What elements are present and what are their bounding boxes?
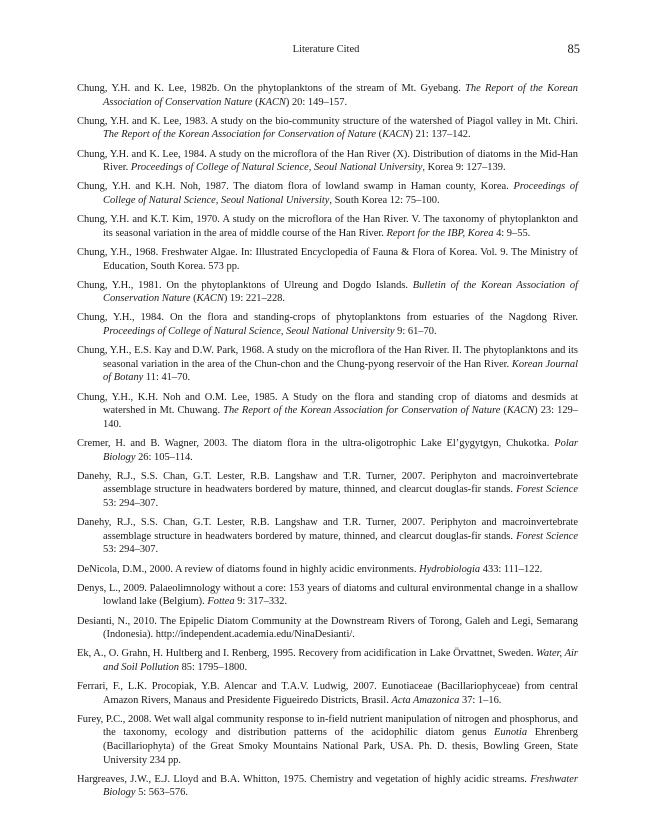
reference-text: Chung, Y.H. and K.T. Kim, 1970. A study on the microflora of the Han River. V. The taxonomy of phytoplankton and its seasonal variation in the area of middle course of the Han River. [77,214,578,239]
reference-text: Chung, Y.H., K.H. Noh and O.M. Lee, 1985. A Study on the flora and standing crop of diatoms and desmids at watershed in Mt. Chuwang. [77,391,578,417]
reference-text: Chung, Y.H. and K. Lee, 1982b. On the phytoplanktons of the stream of Mt. Gyebang. [77,83,466,94]
reference-entry [77,311,578,338]
reference-text: Chung, Y.H., 1968. Freshwater Algae. In: Illustrated Encyclopedia of Fauna & Flora of Korea. Vol. 9. The Ministry of Education, South Korea. 573 pp. [77,246,578,272]
reference-entry [77,246,578,273]
reference-entry [77,148,578,175]
reference-text: , South Korea 12: 75–100. [329,194,440,206]
reference-text: Danehy, R.J., S.S. Chan, G.T. Lester, R.B. Langshaw and T.R. Turner, 2007. Periphyton and macroinvertebrate assemblage structure in headwaters bordered by mature, thinned, and clearcut douglas-fir stands. [77,517,578,542]
reference-text: ) 21: 137–142. [409,129,471,141]
reference-entry [77,115,578,142]
reference-text: Ferrari, F., L.K. Procopiak, Y.B. Alencar and T.A.V. Ludwig, 2007. Eunotiaceae (Bacillariophyceae) from central Amazon Rivers, Manaus and Presidente Figueiredo Districts, Brasil. [77,681,578,706]
reference-entry [77,563,578,577]
reference-italic-text: Korean Journal of Botany [103,358,578,384]
reference-text: 26: 105–114. [135,451,193,463]
reference-entry [77,773,578,800]
reference-entry [77,437,578,464]
reference-italic-text: Polar Biology [103,438,578,463]
reference-text: 5: 563–576. [135,787,188,799]
reference-text: 433: 111–122. [480,563,543,575]
reference-text: Desianti, N., 2010. The Epipelic Diatom Community at the Downstream Rivers of Torong, Galeh and Legi, Semarang (Indonesia). http://independent.academia.edu/NinaDesianti/. [77,615,578,641]
reference-italic-text: The Report of the Korean Association for Conservation of Nature [103,129,377,141]
reference-text: Furey, P.C., 2008. Wet wall algal community response to in-field nutrient manipulation of nitrogen and phosphorus, and the taxonomy, ecology and distribution patterns of the acidophilic diatom genus [77,713,578,739]
reference-italic-text: KACN [196,293,224,305]
reference-entry [77,470,578,511]
reference-entry [77,615,578,642]
reference-entry [77,647,578,674]
reference-text: 11: 41–70. [143,372,191,384]
reference-italic-text: Hydrobiologia [419,563,481,575]
reference-italic-text: KACN [258,96,286,108]
reference-text: ( [376,129,383,141]
reference-italic-text: The Report of the Korean Association of Conservation Nature [103,83,578,108]
reference-text: 9: 61–70. [394,326,437,338]
reference-entry [77,582,578,609]
reference-text: , Korea 9: 127–139. [422,162,506,174]
reference-italic-text: Water, Air and Soil Pollution [103,648,578,673]
reference-italic-text: Forest Science [516,530,578,542]
reference-italic-text: Proceedings of College of Natural Science, Seoul National University [103,181,579,206]
reference-italic-text: KACN [506,405,535,417]
reference-text: 53: 294–307. [103,497,159,509]
reference-italic-text: The Report of the Korean Association for Conservation of Nature [223,405,501,417]
reference-text: Chung, Y.H., E.S. Kay and D.W. Park, 1968. A study on the microflora of the Han River. II. The phytoplanktons and its seasonal variation in the area of the Chun-chon and the Chung-pyong reservoir of the Han River. [77,345,578,370]
reference-text: Chung, Y.H., 1984. On the flora and standing-crops of phytoplanktons from estuaries of the Nagdong River. [77,312,578,324]
reference-entry [77,391,578,432]
reference-text: Chung, Y.H. and K. Lee, 1983. A study on the bio-community structure of the watershed of Piagol valley in Mt. Chiri. [77,115,578,127]
reference-italic-text: Proceedings of College of Natural Science, Seoul National University [130,162,423,174]
reference-entry [77,279,578,306]
reference-entry [77,213,578,240]
reference-text: ( [252,96,259,108]
reference-italic-text: Eunotia [494,727,528,739]
reference-list [77,82,578,806]
reference-text: Chung, Y.H. and K.H. Noh, 1987. The diatom flora of lowland swamp in Haman county, Korea. [77,181,514,193]
reference-text: DeNicola, D.M., 2000. A review of diatoms found in highly acidic environments. [77,563,420,575]
reference-text: Hargreaves, J.W., E.J. Lloyd and B.A. Whitton, 1975. Chemistry and vegetation of highly acidic streams. [77,773,531,785]
reference-text: Ehrenberg (Bacillariophyta) of the Great Smoky Mountains National Park, USA. Ph. D. thesis, Bowling Green, State University 234 pp. [103,727,578,766]
reference-text: Danehy, R.J., S.S. Chan, G.T. Lester, R.B. Langshaw and T.R. Turner, 2007. Periphyton and macroinvertebrate assemblage structure in headwaters bordered by mature, thinned, and clearcut douglas-fir stands. [77,470,578,496]
reference-text: Denys, L., 2009. Palaeolimnology without a core: 153 years of diatoms and cultural environmental change in a shallow lowland lake (Belgium). [77,582,578,608]
reference-text: 53: 294–307. [103,544,159,556]
reference-italic-text: Acta Amazonica [391,694,460,706]
reference-text: ) 20: 149–157. [285,96,348,108]
reference-entry [77,344,578,385]
reference-italic-text: Bulletin of the Korean Association of Conservation Nature [103,279,579,305]
reference-text: ) 23: 129–140. [103,405,578,430]
reference-text: ( [190,293,197,305]
reference-text: 85: 1795–1800. [178,661,248,673]
reference-text: Ek, A., O. Grahn, H. Hultberg and I. Renberg, 1995. Recovery from acidification in Lake Örvattnet, Sweden. [77,648,537,660]
reference-text: 9: 317–332. [234,596,288,608]
reference-entry [77,713,578,767]
reference-text: ( [500,405,507,417]
reference-text: 4: 9–55. [493,227,531,239]
page-number: 85 [567,42,580,56]
reference-italic-text: Report for the IBP, Korea [386,227,494,239]
reference-entry [77,180,578,207]
reference-text: ) 19: 221–228. [223,293,286,305]
reference-italic-text: KACN [382,129,410,141]
running-title: Literature Cited [292,44,360,55]
reference-text: Cremer, H. and B. Wagner, 2003. The diatom flora in the ultra-oligotrophic Lake El’gygytgyn, Chukotka. [77,438,555,449]
reference-italic-text: Forest Science [516,484,578,496]
reference-italic-text: Fottea [207,596,235,608]
reference-text: 37: 1–16. [459,694,502,706]
reference-italic-text: Proceedings of College of Natural Science, Seoul National University [103,326,395,338]
reference-text: Chung, Y.H., 1981. On the phytoplanktons of Ulreung and Dogdo Islands. [77,279,413,291]
reference-entry [77,516,578,557]
reference-entry [77,680,578,707]
reference-entry [77,82,578,109]
reference-italic-text: Freshwater Biology [103,773,578,799]
reference-text: Chung, Y.H. and K. Lee, 1984. A study on the microflora of the Han River (X). Distribution of diatoms in the Mid-Han River. [77,148,578,174]
